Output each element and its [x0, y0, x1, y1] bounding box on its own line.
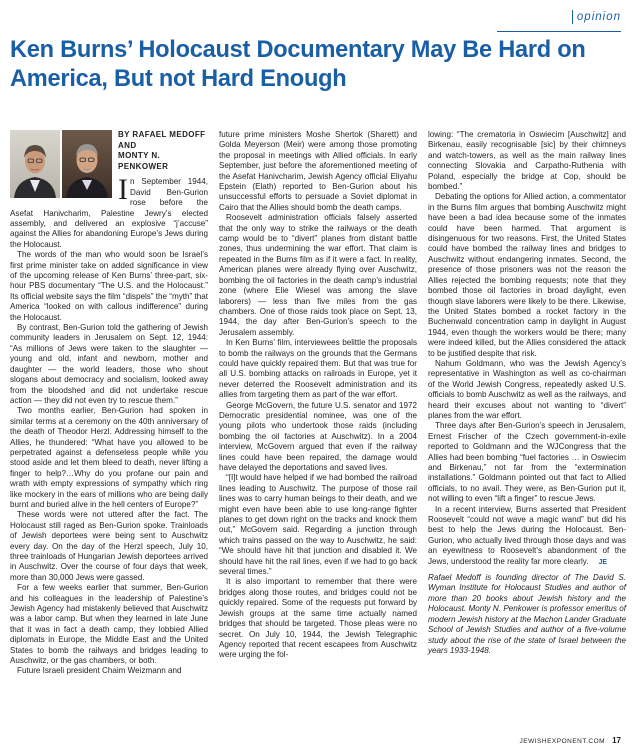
byline-line-1: BY RAFAEL MEDOFF AND: [118, 130, 206, 150]
paragraph: In Ken Burns’ film, interviewees belittle the proposals to bomb the railways on the grounds that the Germans could have quickly repaired them. But that was true for all U.S. bombing attacks on railroads in Europe, yet it never deterred the Roosevelt administration and its allies from targeting them as part of the war effort.: [219, 338, 417, 400]
paragraph: It is also important to remember that there were bridges along those routes, and bridges could not be quickly repaired. Some of the requests put forward by Jewish groups at the same time actually named bridges that should be targeted. Those pleas were no secret. On July 10, 1944, the Jewish Telegraphic Agency reported that recent escapees from Auschwitz were urging the fol-: [219, 577, 417, 660]
drop-cap: I: [118, 173, 128, 207]
paragraph: lowing: “The crematoria in Oswiecim [Auschwitz] and Birkenau, easily recognisable [sic] by their chimneys and watch-towers, as well as the main railway lines connecting Slovakia and Carpatho-Ruthenia with Poland, especially the bridge at Cop, should be bombed.”: [428, 130, 626, 192]
page-footer: [520, 736, 621, 745]
paragraph: future prime ministers Moshe Shertok (Sharett) and Golda Meyerson (Meir) were among those promoting the proposal in meetings with Allied officials. In early September, just before the aforementioned meeting of the Asefat Hanivcharim, Jewish Agency official Eliyahu Epstein (Elath) reported to Ben-Gurion about his unsuccessful efforts to persuade a Soviet diplomat in Cairo that the Allies should bomb the death camps.: [219, 130, 417, 212]
paragraph: For a few weeks earlier that summer, Ben-Gurion and his colleagues in the leadership of Palestine’s Jewish Agency had mistakenly believed that Auschwitz was a labor camp. But when they learned in late June that it was in fact a death camp, they lobbied Allied diplomats in Europe, the Middle East and the United States to bomb the railways and bridges leading to Auschwitz, or the gas chambers, or both.: [10, 583, 208, 666]
author-photos: [10, 130, 112, 198]
paragraph: Roosevelt administration officials falsely asserted that the only way to strike the railways or the death camp would be to “divert” planes from distant battle zones, thus undermining the war effort. That claim is repeated in the Burns film as if it were a fact. In reality, American planes were already flying over Auschwitz, bombing the oil factories in the death camp’s industrial zone (where Elie Wiesel was among the slave laborers) — less than five miles from the gas chambers. One of those raids took place on Sept. 13, 1944, the day after Ben-Gurion’s speech to the Jerusalem assembly.: [219, 213, 417, 337]
paragraph-text: In a recent interview, Burns asserted that President Roosevelt “could not wave a magic wand” but did his best to help the Jews during the Holocaust. Ben-Gurion, who actually lived through those days and was an eyewitness to Roosevelt’s abandonment of the Jews, understood the reality far more clearly.: [428, 504, 626, 566]
section-rule: [497, 31, 621, 32]
paragraph: Nahum Goldmann, who was the Jewish Agency’s representative in Washington as well as co-chairman of the World Jewish Congress, repeatedly asked U.S. officials to bomb Auschwitz as well as the railways, and heard their excuses about not wanting to “divert” planes from the war effort.: [428, 358, 626, 420]
paragraph: The words of the man who would soon be Israel’s first prime minister take on added significance in view of the upcoming release of Ken Burns’ three-part, six-hour PBS documentary “The U.S. and the Holocaust.” Its official website says the film “dispels” the “myth” that America “looked on with callous indifference” during the Holocaust.: [10, 250, 208, 322]
column-2: [219, 130, 417, 661]
author-photo-penkower: [62, 130, 112, 198]
column-1: [10, 130, 208, 677]
author-bio: Rafael Medoff is founding director of The David S. Wyman Institute for Holocaust Studies and author of more than 20 books about Jewish history and the Holocaust. Monty N. Penkower is professor emeritus of modern Jewish history at the Machon Lander Graduate School of Jewish Studies and author of a five-volume study about the rise of the state of Israel between the years 1933-1948.: [428, 573, 626, 655]
paragraph: Future Israeli president Chaim Weizmann and: [17, 666, 182, 676]
section-tag: [572, 10, 621, 24]
paragraph: By contrast, Ben-Gurion told the gathering of Jewish community leaders in Jerusalem on Sept. 12, 1944: “As millions of Jews were taken to the slaughter — young and old, infant and newborn, mother and daughter — the world leaders, those who shout slogans about democracy and socialism, looked away from the bloodshed and did not undertake rescue action — they did not even try to rescue them.”: [10, 323, 208, 405]
paragraph: These words were not uttered after the fact. The Holocaust still raged as Ben-Gurion spoke. Trainloads of Jewish deportees were being sent to Auschwitz every day. On the day of the Herzl speech, July 10, three trainloads of Hungarian Jewish deportees arrived in Auschwitz. Over the course of four days that week, more than 30,000 Jews were gassed.: [10, 510, 208, 582]
section-divider: [572, 10, 573, 24]
headline: Ken Burns’ Holocaust Documentary May Be Hard on America, But not Hard Enough: [10, 37, 586, 92]
author-photos-image: [10, 130, 112, 198]
paragraph: George McGovern, the future U.S. senator and 1972 Democratic presidential nominee, was one of the young pilots who undertook those raids (including bombing the oil factories at Auschwitz). In a 2004 interview, McGovern argued that even if the railway lines could have been repaired, the damage would have delayed the deportations and saved lives.: [219, 400, 417, 472]
paragraph-last: [428, 505, 626, 568]
paragraph: “[I]t would have helped if we had bombed the railroad lines leading to Auschwitz. The purpose of those rail lines was to carry human beings to their death, and we might even have been able to use long-range fighter planes to get down right on the tracks and knock them out,” McGovern said. Regarding a junction through which trains passed on the way to Auschwitz, he said: “We should have hit that junction and disabled it. We should have hit the rail lines, even if we had to go back several times.”: [219, 473, 417, 577]
paragraph: n September 1944, David Ben-Gurion rose before the Asefat Hanivcharim, Palestine Jewry’s elected assembly, and delivered an explosive “j’accuse” against the Allies for abandoning Europe’s Jews during the Holocaust.: [10, 177, 208, 249]
end-mark: JE: [598, 558, 608, 566]
paragraph: Debating the options for Allied action, a commentator in the Burns film argues that bombing Auschwitz might have been a bad idea because some of the inmates could have been harmed. That argument is disingenuous for two reasons. First, the United States could have bombed the railway lines and bridges to Auschwitz without endangering inmates. Second, the presence of those prisoners was not the reason the Allies rejected the bombing requests; note that they bombed those oil factories in broad daylight, even though slave laborers were likely to be there. Likewise, the United States bombed a rocket factory in the Buchenwald concentration camp in daylight in August 1944, even though the workers would be there; many were indeed killed, but the Allies considered the attack to be justified despite that risk.: [428, 192, 626, 358]
author-photo-medoff: [10, 130, 60, 198]
column-3: [428, 130, 626, 656]
footer-site: JEWISHEXPONENT.COM: [519, 738, 606, 745]
paragraph: Three days after Ben-Gurion’s speech in Jerusalem, Ernest Frischer of the Czech government-in-exile reported to Goldmann and the WJCongress that the Allies had been bombing “fuel factories … in Oswiecim and Birkenau,” not far from the “extermination installations.” Goldmann pointed out that fact to Allied officials, to no avail. They were, as Ben-Gurion put it, not willing to even “lift a finger” to rescue Jews.: [428, 421, 626, 504]
paragraph: Two months earlier, Ben-Gurion had spoken in similar terms at a ceremony on the 40th anniversary of the death of Theodor Herzl. Addressing himself to the Allies, he thundered: “What have you allowed to be perpetrated against a defenseless people while you stood aside and let them bleed to death, never lifting a finger to help?…Why do you profane our pain and wrath with empty expressions of sympathy which ring like mockery in the ears of millions who are being daily burnt and buried alive in the hell centers of Europe?”: [10, 406, 208, 509]
page-number: 17: [612, 736, 621, 745]
byline-line-2: MONTY N. PENKOWER: [118, 151, 169, 171]
section-label: opinion: [576, 11, 621, 23]
